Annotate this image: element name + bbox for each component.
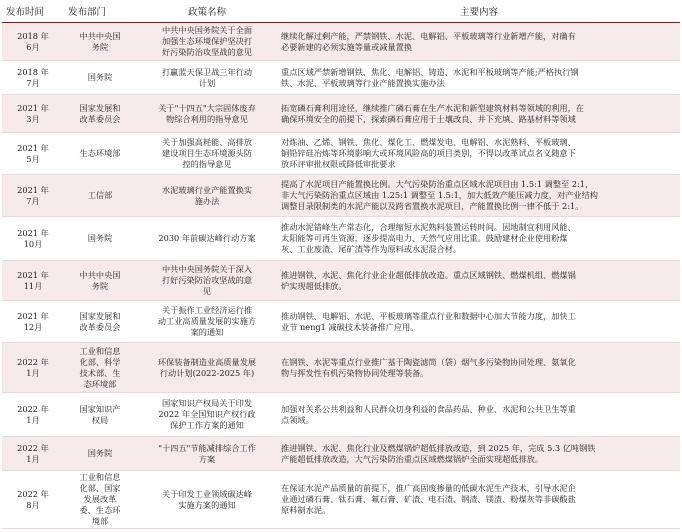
cell-dept: 生态环境部	[64, 133, 136, 175]
cell-date: 2022 年 1月	[2, 437, 64, 471]
table-header-row	[2, 0, 680, 23]
table-body	[2, 23, 680, 529]
policy-table	[2, 0, 680, 529]
header-date: 发布时间	[2, 0, 64, 23]
cell-policy: 2030 年前碳达峰行动方案	[136, 217, 278, 261]
cell-date: 2022 年 1月	[2, 343, 64, 393]
cell-date: 2021 年 3月	[2, 95, 64, 133]
cell-date: 2021 年 12月	[2, 301, 64, 343]
cell-date: 2022 年 1月	[2, 393, 64, 437]
cell-content: 对炼油、乙烯、钢铁、焦化、煤化工、燃煤发电、电解铝、水泥熟料、平板玻璃、 铜铅锌硅冶炼等环境影响大或环境风险高的项目类别，不得以改革试点名义随意下 放环评审批权限或降低审批要求	[278, 133, 680, 175]
cell-policy: 关于振作工业经济运行推 动工业高质量发展的实施方 案的通知	[136, 301, 278, 343]
header-dept: 发布部门	[64, 0, 136, 23]
cell-content: 推动钢铁、电解铝、水泥、平板玻璃等重点行业和数据中心加大节能力度，加快工 业节 neng1 减碳技术装备推广应用。	[278, 301, 680, 343]
cell-date: 2021 年 7月	[2, 175, 64, 217]
cell-content: 重点区域严禁新增钢铁、焦化、电解铝、铸造、水泥和平板玻璃等产能;严格执行钢 铁、水泥、平板玻璃等行业产能置换实施办法	[278, 61, 680, 95]
cell-date: 2021 年 10月	[2, 217, 64, 261]
cell-dept: 国务院	[64, 437, 136, 471]
cell-dept: 工信部	[64, 175, 136, 217]
cell-policy: 中共中央国务院关于深入 打好污染防治攻坚战的意 见	[136, 261, 278, 301]
cell-policy: 关于"十四五"大宗固体废弃 物综合利用的指导意见	[136, 95, 278, 133]
cell-content: 提高了水泥项目产能置换比例。大气污染防治重点区域水泥项目由 1.5:1 调整至 2:1， 非大气污染防治重点区域由 1.25:1 调整至 1.5:1，加大低效产能压减力度，对产业结构 调整目录限制类的水泥产能以及跨省置换水泥项目，产能置换比例一律不低于 2:1。	[278, 175, 680, 217]
cell-policy: 国家知识产权局关于印发 2022 年全国知识产权行政 保护工作方案的通知	[136, 393, 278, 437]
cell-dept: 国家知识产 权局	[64, 393, 136, 437]
cell-dept: 国家发展和 改革委员会	[64, 95, 136, 133]
cell-dept: 国务院	[64, 61, 136, 95]
table-row	[2, 471, 680, 529]
table-row	[2, 133, 680, 175]
table-row	[2, 437, 680, 471]
cell-date: 2018 年 6月	[2, 23, 64, 61]
cell-policy: "十四五"节能减排综合工作 方案	[136, 437, 278, 471]
table-row	[2, 61, 680, 95]
table-row	[2, 217, 680, 261]
cell-dept: 工业和信息 化部、科学 技术部、生 态环境部	[64, 343, 136, 393]
header-content: 主要内容	[278, 0, 680, 23]
header-policy: 政策名称	[136, 0, 278, 23]
cell-dept: 国务院	[64, 217, 136, 261]
cell-content: 推进钢铁、水泥、焦化行业及燃煤锅炉超低排放改造，到 2025 年，完成 5.3 亿吨钢铁 产能超低排放改造，大气污染防治重点区域燃煤锅炉全面实现超低排放。	[278, 437, 680, 471]
cell-policy: 环保装备制造业高质量发展 行动计划(2022-2025 年)	[136, 343, 278, 393]
cell-policy: 打赢蓝天保卫战三年行动 计划	[136, 61, 278, 95]
cell-policy: 水泥玻璃行业产能置换实 施办法	[136, 175, 278, 217]
cell-date: 2021 年 11月	[2, 261, 64, 301]
cell-policy: 关于加强高耗能、高排放 建设项目生态环境源头防 控的指导意见	[136, 133, 278, 175]
cell-dept: 工业和信息 化部、国家 发展改革 委、生态环 境部	[64, 471, 136, 529]
cell-dept: 中共中央国 务院	[64, 23, 136, 61]
table-row	[2, 261, 680, 301]
cell-policy: 中共中央国务院关于全面 加强生态环境保护坚决打 好污染防治攻坚战的意见	[136, 23, 278, 61]
cell-dept: 中共中央国 务院	[64, 261, 136, 301]
cell-content: 拓宽磷石膏利用途径，继续推广磷石膏在生产水泥和新型建筑材料等领域的利用，在 确保环境安全的前提下，探索磷石膏应用于土壤改良、井下充填、路基材料等领域	[278, 95, 680, 133]
cell-content: 在钢铁、水泥等重点行业推广基于陶瓷滤筒（袋）烟气多污染物协同处理、氨氧化 物与挥发性有机污染物协同处理等装备。	[278, 343, 680, 393]
table-row	[2, 95, 680, 133]
cell-content: 继续化解过剩产能，严禁钢铁、水泥、电解铝、平板玻璃等行业新增产能，对确有 必要新建的必须实施等量或减量置换	[278, 23, 680, 61]
cell-content: 加强对关系公共利益和人民群众切身利益的食品药品、种业、水泥和公共卫生等重 点领域。	[278, 393, 680, 437]
table-row	[2, 23, 680, 61]
cell-content: 在保证水泥产品质量的前提下，推广高固废掺量的低碳水泥生产技术，引导水泥企 业通过磷石膏、钛石膏、氟石膏、矿渣、电石渣、钢渣、镁渣、粉煤灰等非碳酸盐 原料制水泥。	[278, 471, 680, 529]
cell-content: 推动水泥错峰生产常态化，合理缩短水泥熟料装置运转时间。因地制宜利用风能、 太阳能等可再生资源，逐步提高电力、天然气应用比重。鼓励建材企业使用粉煤 灰、工业废渣、尾矿渣等作为原料或水泥混合材。	[278, 217, 680, 261]
cell-dept: 国家发展和 改革委员会	[64, 301, 136, 343]
table-row	[2, 175, 680, 217]
cell-date: 2018 年 7月	[2, 61, 64, 95]
cell-date: 2022 年 8月	[2, 471, 64, 529]
table-row	[2, 343, 680, 393]
cell-date: 2021 年 5月	[2, 133, 64, 175]
table-row	[2, 393, 680, 437]
cell-content: 推进钢铁、水泥、焦化行业企业超低排放改造。重点区域钢铁、燃煤机组、燃煤锅 炉实现超低排放。	[278, 261, 680, 301]
table-row	[2, 301, 680, 343]
cell-policy: 关于印发工业领域碳达峰 实施方案的通知	[136, 471, 278, 529]
